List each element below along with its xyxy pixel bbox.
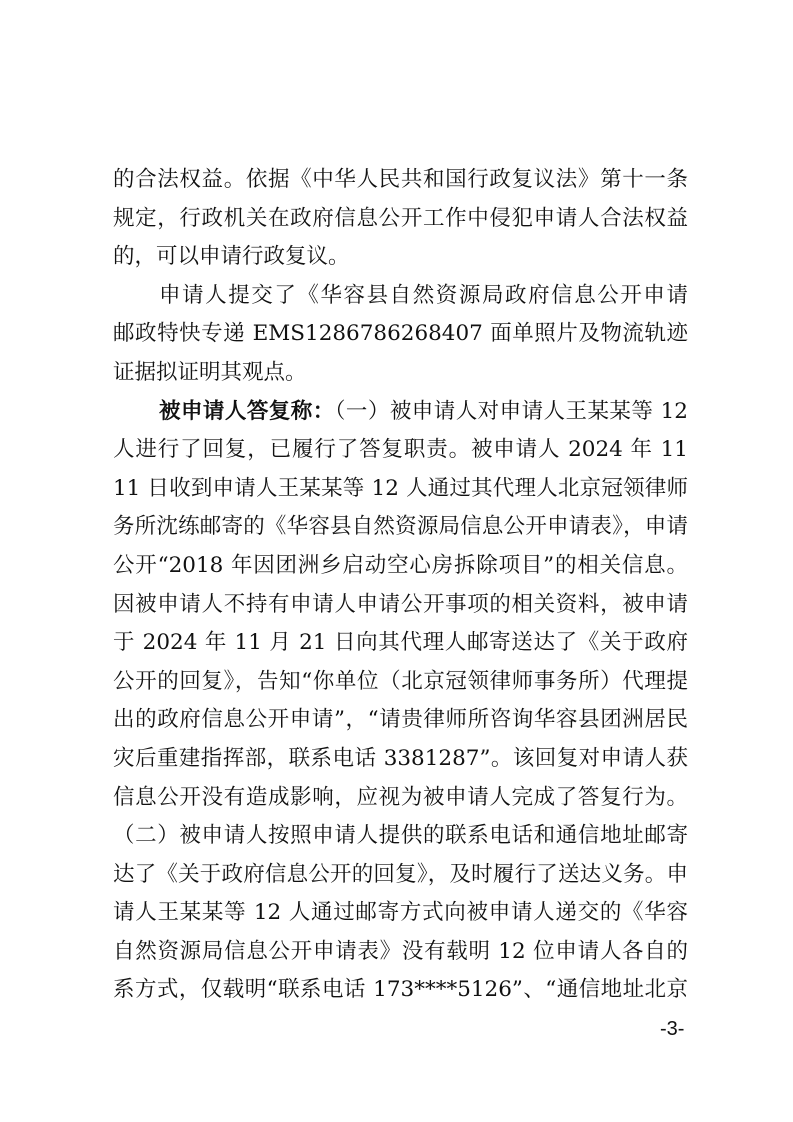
- text-line: 公开“2018 年因团洲乡启动空心房拆除项目”的相关信息。: [113, 552, 688, 578]
- respondent-label: 被申请人答复称：: [159, 398, 335, 424]
- text-line: 务所沈练邮寄的《华容县自然资源局信息公开申请表》，申请: [113, 514, 688, 540]
- text-line: 邮政特快专递 EMS1286786268407 面单照片及物流轨迹: [113, 321, 688, 347]
- text-line: 公开的回复》，告知“你单位（北京冠领律师事务所）代理提: [113, 668, 688, 694]
- text-line: 达了《关于政府信息公开的回复》，及时履行了送达义务。申: [113, 861, 688, 887]
- text-line: 系方式，仅载明“联系电话 173****5126”、“通信地址北京: [113, 977, 688, 1003]
- text-line: 11 日收到申请人王某某等 12 人通过其代理人北京冠领律师: [113, 475, 688, 501]
- text-line: 于 2024 年 11 月 21 日向其代理人邮寄送达了《关于政府: [113, 630, 688, 656]
- text-line-content: （一）被申请人对申请人王某某等 12: [334, 398, 688, 424]
- text-line: 人进行了回复，已履行了答复职责。被申请人 2024 年 11: [113, 437, 688, 463]
- text-line: 因被申请人不持有申请人申请公开事项的相关资料，被申请: [113, 591, 688, 617]
- text-line: 自然资源局信息公开申请表》没有载明 12 位申请人各自的: [113, 938, 688, 964]
- page-number: -3-: [660, 1018, 685, 1040]
- text-line: 灾后重建指挥部，联系电话 3381287”。该回复对申请人获: [113, 745, 688, 771]
- text-line: 申请人提交了《华容县自然资源局政府信息公开申请: [159, 282, 688, 308]
- text-line: 请人王某某等 12 人通过邮寄方式向被申请人递交的《华容: [113, 900, 688, 926]
- text-line: 信息公开没有造成影响，应视为被申请人完成了答复行为。: [113, 784, 688, 810]
- text-line: 证据拟证明其观点。: [113, 359, 307, 385]
- text-line: 的，可以申请行政复议。: [113, 244, 350, 270]
- text-line: 出的政府信息公开申请”，“请贵律师所咨询华容县团洲居民: [113, 707, 688, 733]
- text-line: 的合法权益。依据《中华人民共和国行政复议法》第十一条: [113, 167, 688, 192]
- text-line: （二）被申请人按照申请人提供的联系电话和通信地址邮寄: [113, 823, 688, 849]
- document-body: [113, 161, 688, 1010]
- text-line: 规定，行政机关在政府信息公开工作中侵犯申请人合法权益: [113, 205, 688, 231]
- text-line: [113, 393, 688, 432]
